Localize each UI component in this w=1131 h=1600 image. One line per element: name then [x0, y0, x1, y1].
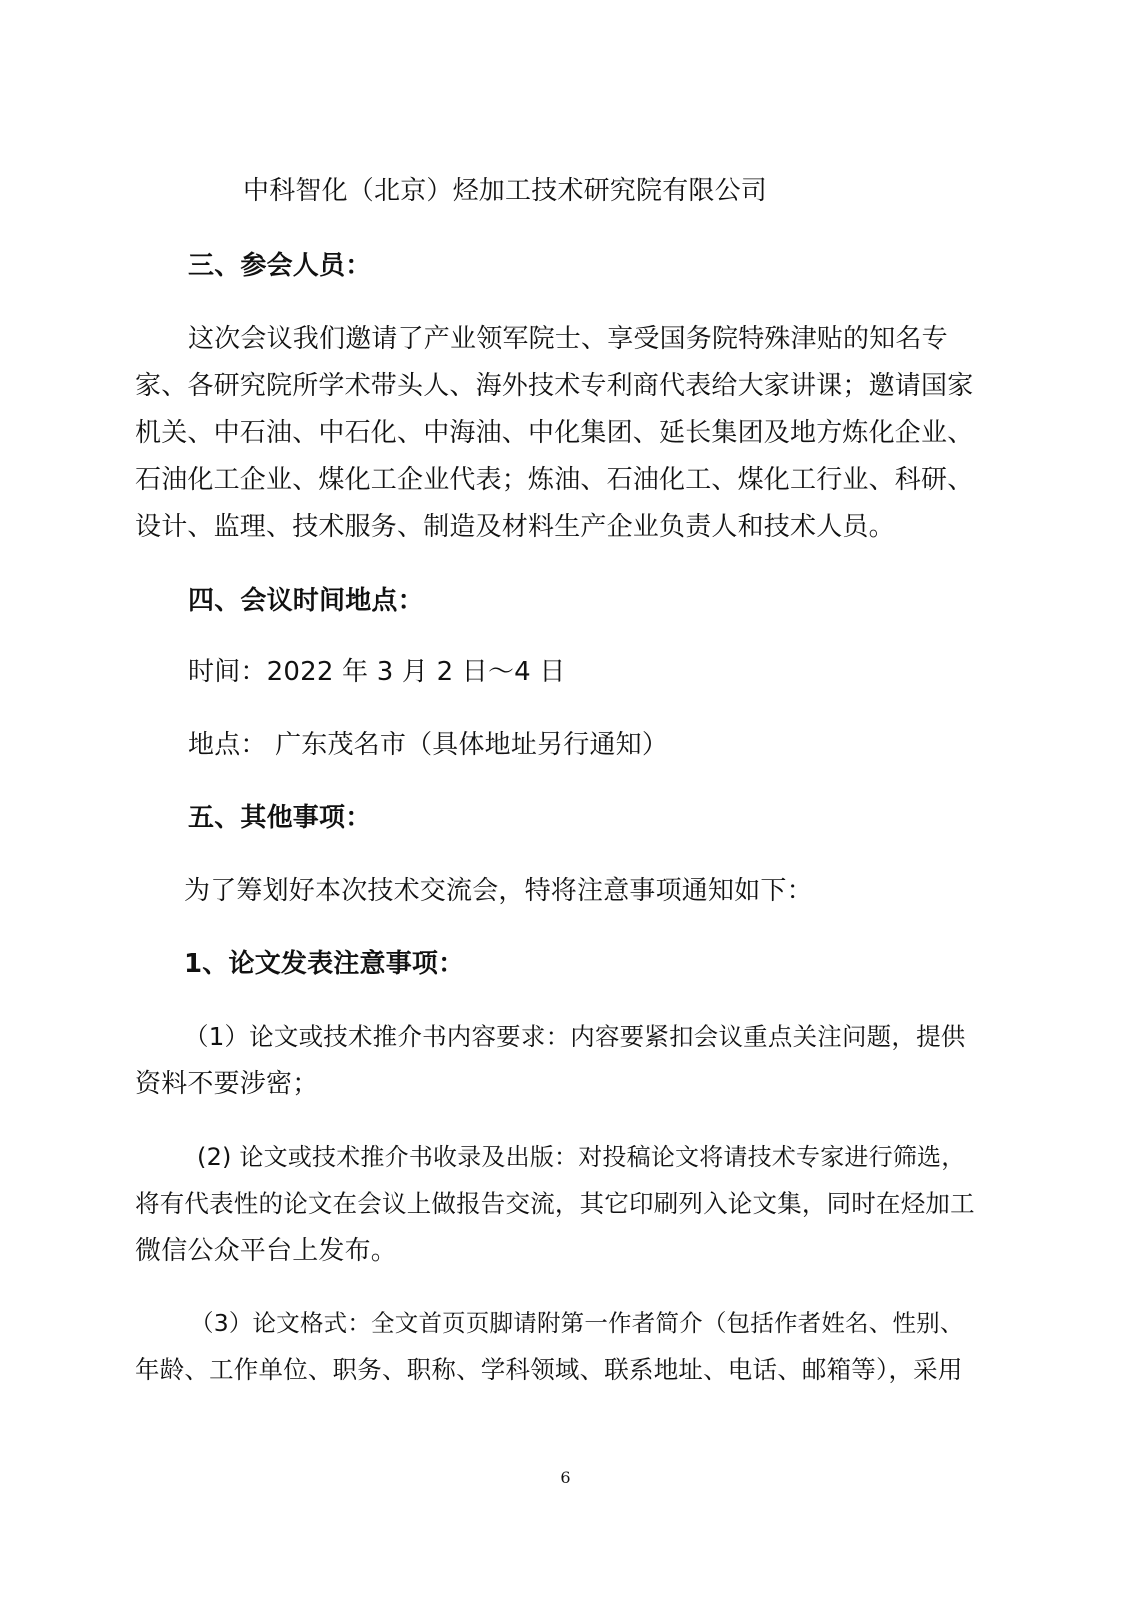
item2-line: 微信公众平台上发布。: [135, 1236, 398, 1266]
participants-line: 家、各研究院所学术带头人、海外技术专利商代表给大家讲课；邀请国家: [135, 371, 974, 401]
meeting-place: 地点： 广东茂名市（具体地址另行通知）: [188, 730, 669, 760]
item2-line: 将有代表性的论文在会议上做报告交流，其它印刷列入论文集，同时在烃加工: [135, 1189, 975, 1218]
participants-line: 机关、中石油、中石化、中海油、中化集团、延长集团及地方炼化企业、: [135, 418, 974, 448]
page-number: 6: [560, 1468, 571, 1487]
participants-line: 设计、监理、技术服务、制造及材料生产企业负责人和技术人员。: [135, 512, 895, 542]
item3-line: 年龄、工作单位、职务、职称、学科领域、联系地址、电话、邮箱等），采用: [135, 1355, 963, 1384]
item1-line: （1）论文或技术推介书内容要求：内容要紧扣会议重点关注问题，提供: [184, 1022, 966, 1051]
other-intro: 为了筹划好本次技术交流会，特将注意事项通知如下：: [184, 876, 813, 906]
participants-line: 这次会议我们邀请了产业领军院士、享受国务院特殊津贴的知名专: [188, 324, 948, 354]
subheading-paper-notes: 1、论文发表注意事项：: [184, 949, 465, 979]
section-heading-other: 五、其他事项：: [188, 803, 372, 833]
section-heading-participants: 三、参会人员：: [188, 251, 372, 281]
item3-line: （3）论文格式：全文首页页脚请附第一作者简介（包括作者姓名、性别、: [190, 1309, 964, 1337]
participants-line: 石油化工企业、煤化工企业代表；炼油、石油化工、煤化工行业、科研、: [135, 465, 974, 495]
meeting-time: 时间：2022 年 3 月 2 日～4 日: [188, 657, 566, 687]
section-heading-time-place: 四、会议时间地点：: [188, 586, 424, 616]
item1-line: 资料不要涉密；: [135, 1069, 319, 1099]
organizer-line: 中科智化（北京）烃加工技术研究院有限公司: [243, 176, 768, 206]
item2-line: (2) 论文或技术推介书收录及出版：对投稿论文将请技术专家进行筛选，: [197, 1143, 966, 1171]
